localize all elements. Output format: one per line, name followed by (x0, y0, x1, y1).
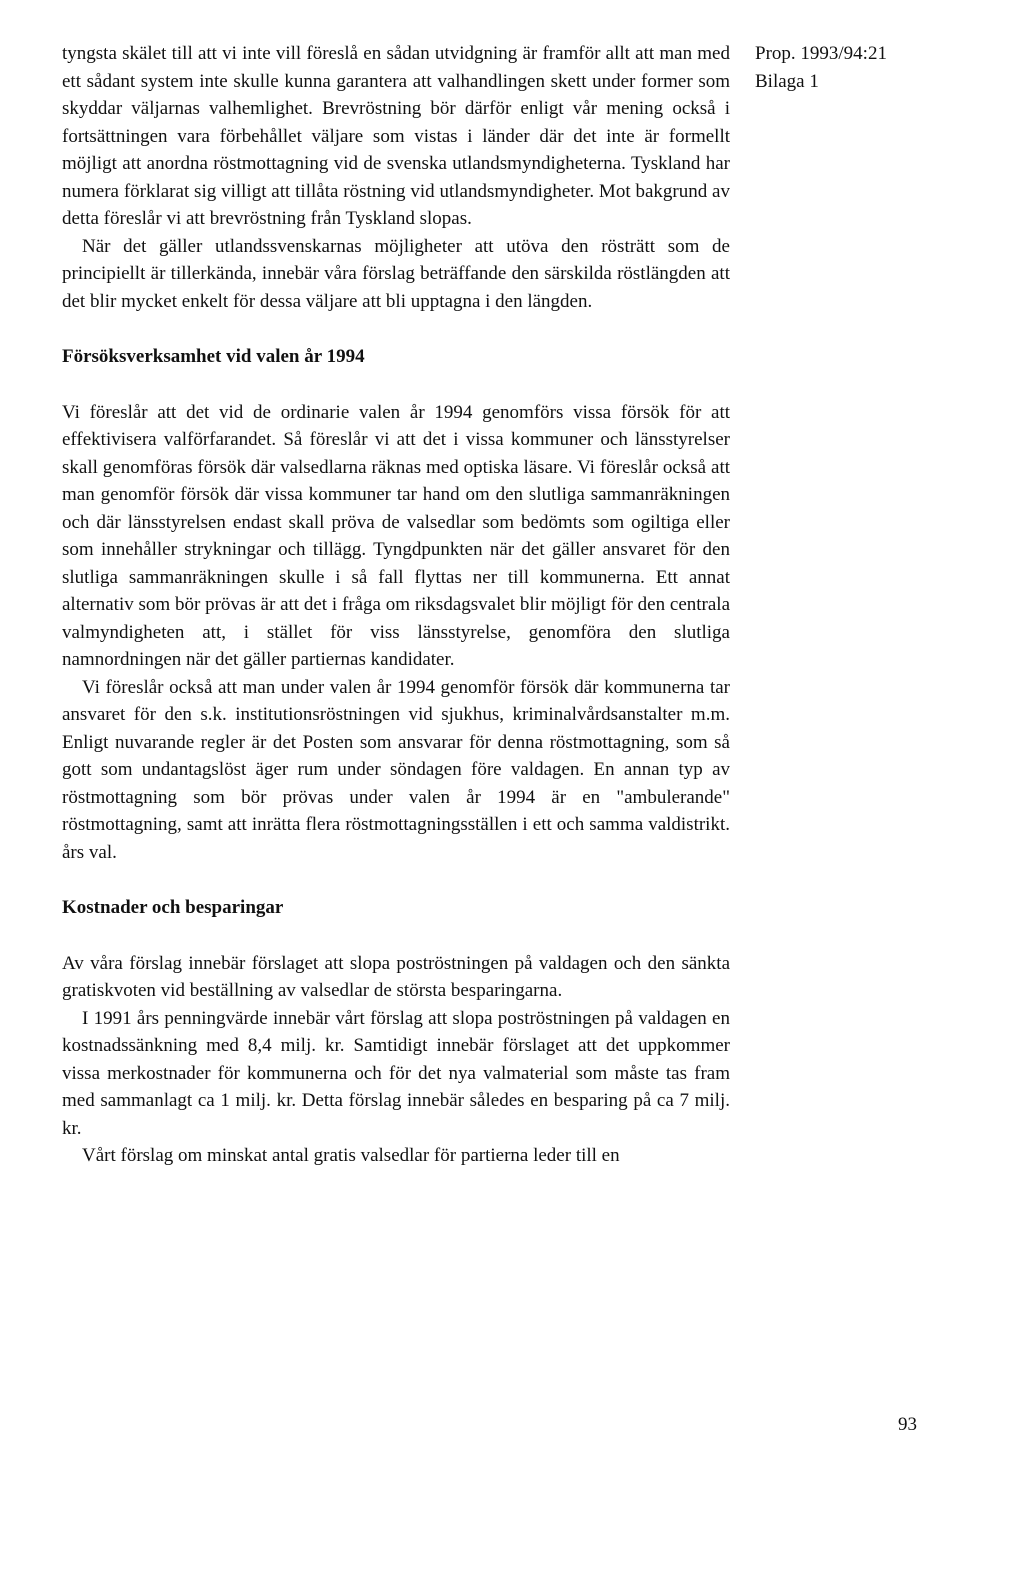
section-heading-forsoksverksamhet: Försöksverksamhet vid valen år 1994 (62, 346, 365, 367)
margin-reference (755, 40, 887, 95)
paragraph-besparingar: Av våra förslag innebär förslaget att slopa poströstningen på valdagen och den sänkta gratiskvoten vid beställning av valsedlar de största besparingarna. (62, 952, 730, 1001)
paragraph-brevrostning: tyngsta skälet till att vi inte vill föreslå en sådan utvidgning är framför allt att man med ett sådant system inte skulle kunna garantera att valhandlingen skett under former som skyddar väljarnas valhemlighet. Brevröstning bör därför enligt vår mening också i fortsättningen vara förbehållet väljare som vistas i länder där det inte är formellt möjligt att anordna röstmottagning vid de svenska utlandsmyndigheterna. Tyskland har numera förklarat sig villigt att tillåta röstning vid utlandsmyndigheter. Mot bakgrund av detta föreslår vi att brevröstning från Tyskland slopas. (62, 43, 730, 229)
appendix-label: Bilaga 1 (755, 70, 819, 92)
paragraph-utlandssvenskar: När det gäller utlandssvenskarnas möjligheter att utöva den rösträtt som de principiellt är tillerkända, innebär våra förslag beträffande den särskilda röstlängden att det blir mycket enkelt för dessa väljare att bli upptagna i den längden. (62, 235, 730, 312)
paragraph-institutionsrostning: Vi föreslår också att man under valen år 1994 genomför försök där kommunerna tar ansvaret för den s.k. institutionsröstningen vid sjukhus, kriminalvårdsanstalter m.m. Enligt nuvarande regler är det Posten som ansvarar för denna röstmottagning, som så gott som undantagslöst äger rum under söndagen före valdagen. En annan typ av röstmottagning som bör prövas under valen år 1994 är en "ambulerande" röstmottagning, samt att inrätta flera röstmottagningsställen i ett och samma valdistrikt. års val. (62, 676, 730, 863)
page-number: 93 (898, 1414, 917, 1435)
proposition-number: Prop. 1993/94:21 (755, 43, 887, 64)
paragraph-penningvarde: I 1991 års penningvärde innebär vårt förslag att slopa poströstningen på valdagen en kostnadssänkning med 8,4 milj. kr. Samtidigt innebär förslaget att det uppkommer vissa merkostnader för kommunerna och för det nya valmaterial som måste tas fram med sammanlagt ca 1 milj. kr. Detta förslag innebär således en besparing på ca 7 milj. kr. (62, 1007, 730, 1139)
body-text-column (62, 40, 730, 1170)
section-heading-kostnader: Kostnader och besparingar (62, 897, 284, 918)
paragraph-forsok-optiska-lasare: Vi föreslår att det vid de ordinarie valen år 1994 genomförs vissa försök för att effektivisera valförfarandet. Så föreslår vi att det i vissa kommuner och länsstyrelser skall genomföras försök där valsedlarna räknas med optiska läsare. Vi föreslår också att man genomför försök där vissa kommuner tar hand om den slutliga sammanräkningen och där länsstyrelsen endast skall pröva de valsedlar som bedömts som ogiltiga eller som innehåller strykningar och tillägg. Tyngdpunkten när det gäller ansvaret för den slutliga sammanräkningen skulle i så fall flyttas ner till kommunerna. Ett annat alternativ som bör prövas är att det i fråga om riksdagsvalet blir möjligt för den centrala valmyndigheten att, i stället för viss länsstyrelse, genomföra den slutliga namnordningen när det gäller partiernas kandidater. (62, 401, 730, 670)
paragraph-gratis-valsedlar: Vårt förslag om minskat antal gratis valsedlar för partierna leder till en (82, 1145, 620, 1166)
